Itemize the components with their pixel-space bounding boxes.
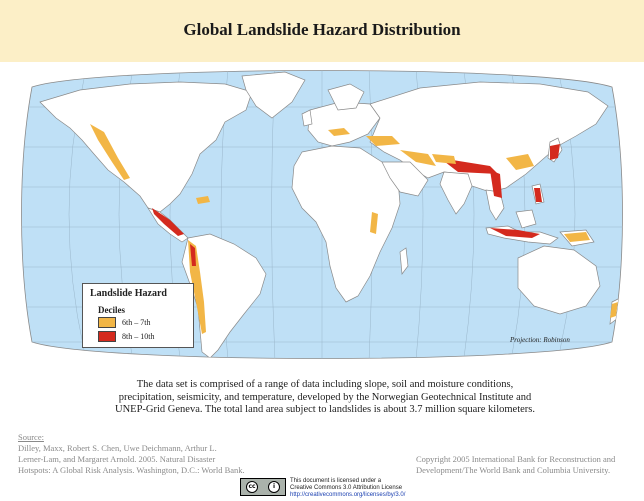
description: The data set is comprised of a range of data including slope, soil and moisture conditions, precipitation, seismicity, and temperature, developed by the Norwegian Geotechnical Institute and UNEP-Grid Geneva. The total land area subject to landslides is about 3.7 million square kilometers. <box>115 379 535 415</box>
source-line: Lerner-Lam, and Margaret Arnold. 2005. Natural Disaster <box>18 454 216 464</box>
source-block <box>18 432 258 476</box>
map-title: Global Landslide Hazard Distribution <box>183 20 461 39</box>
legend-label-8-10: 8th – 10th <box>122 331 155 341</box>
license-line-1: This document is licensed under a <box>290 478 382 484</box>
source-line: Dilley, Maxx, Robert S. Chen, Uwe Deichmann, Arthur L. <box>18 443 217 453</box>
legend-label-6-7: 6th – 7th <box>122 317 151 327</box>
license-url[interactable]: http://creativecommons.org/licenses/by/3.0/ <box>290 492 406 498</box>
legend-item-8-10 <box>98 331 154 341</box>
projection-label: Projection: Robinson <box>510 336 570 344</box>
legend <box>82 283 194 348</box>
legend-item-6-7 <box>98 317 150 327</box>
license-line-2: Creative Commons 3.0 Attribution License <box>290 485 403 491</box>
copyright: Copyright 2005 International Bank for Reconstruction and Development/The World Bank and Columbia University. <box>416 454 616 475</box>
source-line: Hotspots: A Global Risk Analysis. Washington, D.C.: World Bank. <box>18 465 245 475</box>
source-heading: Source: <box>18 432 44 442</box>
legend-swatch-6-7 <box>98 317 116 328</box>
by-icon: i <box>268 481 280 493</box>
cc-license-badge[interactable] <box>240 478 286 496</box>
legend-swatch-8-10 <box>98 331 116 342</box>
legend-subtitle: Deciles <box>98 305 125 315</box>
cc-icon: cc <box>246 481 258 493</box>
legend-title: Landslide Hazard <box>90 288 167 299</box>
license-text <box>290 478 460 499</box>
